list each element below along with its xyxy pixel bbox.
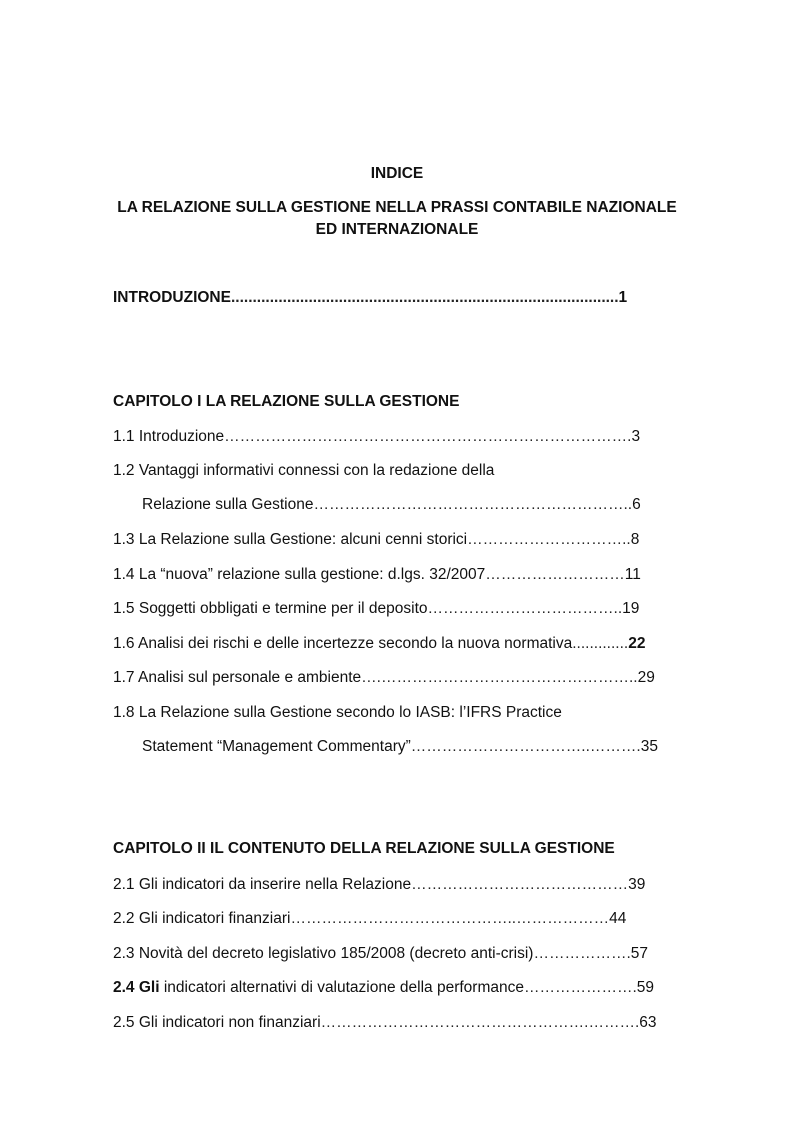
toc-entry-label: 1.2 Vantaggi informativi connessi con la redazione della [113,462,495,479]
toc-entry-2-1[interactable] [113,875,645,895]
toc-page-number: 6 [632,496,641,513]
document-title-line2: ED INTERNAZIONALE [315,221,479,238]
toc-page-number: 22 [628,635,646,652]
toc-entry-1-4[interactable] [113,565,641,585]
toc-leader-dots: .......................................................................................... [230,289,619,306]
toc-entry-1-1[interactable] [113,427,640,447]
toc-entry-1-8[interactable] [113,703,562,723]
toc-leader-dots: ............. [572,635,629,652]
toc-entry-label-bold: 2.4 Gli [113,979,160,996]
toc-entry-2-2[interactable] [113,909,626,929]
toc-entry-label: 1.8 La Relazione sulla Gestione secondo lo IASB: l’IFRS Practice [113,704,562,721]
toc-leader-dots: …………………. [523,979,637,996]
toc-entry-label: INTRODUZIONE [113,289,231,306]
toc-page-number: 44 [609,910,627,927]
toc-page-number: 59 [636,979,655,996]
toc-entry-label: 1.4 La “nuova” relazione sulla gestione: d.lgs. 32/2007 [113,566,486,583]
toc-entry-1-5[interactable] [113,599,639,619]
toc-leader-dots: …………………………………………………….. [313,496,633,513]
toc-page-number: 63 [639,1014,657,1031]
toc-leader-dots: ……………………… [485,566,625,583]
document-title [0,197,794,241]
toc-page-number: 8 [630,531,640,548]
toc-entry-label: 2.3 Novità del decreto legislativo 185/2008 (decreto anti-crisi) [113,945,534,962]
toc-entry-label: 1.6 Analisi dei rischi e delle incertezze secondo la nuova normativa [113,635,573,652]
toc-page-number: 35 [640,738,658,755]
toc-entry-label: indicatori alternativi di valutazione della performance [159,979,524,996]
toc-page-number: 57 [630,945,649,962]
toc-entry-label: 2.5 Gli indicatori non finanziari [113,1014,321,1031]
toc-page-number: 1 [618,289,628,306]
toc-entry-label: 2.1 Gli indicatori da inserire nella Relazione [113,876,412,893]
toc-entry-label: 1.7 Analisi sul personale e ambiente [113,669,362,686]
toc-leader-dots: …………………………………… [411,876,629,893]
index-heading: INDICE [370,165,424,182]
toc-leader-dots: ……………………………….. [427,600,623,617]
toc-leader-dots: ………………. [533,945,631,962]
toc-leader-dots: ……………………………..………. [410,738,641,755]
toc-page-number: 39 [628,876,646,893]
chapter-1-heading: CAPITOLO I LA RELAZIONE SULLA GESTIONE [113,393,460,410]
toc-page-number: 19 [622,600,640,617]
toc-entry-1-7[interactable] [113,668,655,688]
toc-entry-label: 1.3 La Relazione sulla Gestione: alcuni cenni storici [113,531,468,548]
toc-leader-dots: ……………………………………..……………… [290,910,610,927]
toc-page-number: 11 [624,566,641,583]
toc-entry-label: Relazione sulla Gestione [142,496,314,513]
toc-entry-1-3[interactable] [113,530,639,550]
toc-leader-dots: ………………………….. [467,531,631,548]
toc-entry-label: 1.1 Introduzione [113,428,225,445]
toc-entry-introduzione[interactable] [113,289,627,307]
toc-leader-dots: ……………………………………………………………………. [224,428,632,445]
toc-entry-label: 1.5 Soggetti obbligati e termine per il deposito [113,600,428,617]
chapter-2-heading: CAPITOLO II IL CONTENUTO DELLA RELAZIONE SULLA GESTIONE [113,840,615,857]
toc-entry-1-8-cont[interactable] [142,737,658,757]
toc-entry-2-3[interactable] [113,944,648,964]
toc-entry-2-4[interactable] [113,978,654,998]
toc-entry-1-2[interactable] [113,461,494,481]
toc-leader-dots: ….………………………………………….. [361,669,638,686]
toc-entry-label: Statement “Management Commentary” [142,738,411,755]
toc-page-number: 3 [631,428,641,445]
toc-leader-dots: …………………………………………….………. [320,1014,640,1031]
toc-entry-1-2-cont[interactable] [142,495,641,515]
document-title-line1: LA RELAZIONE SULLA GESTIONE NELLA PRASSI CONTABILE NAZIONALE [117,199,677,216]
toc-page-number: 29 [637,669,655,686]
toc-entry-1-6[interactable] [113,634,645,654]
toc-entry-2-5[interactable] [113,1013,657,1033]
toc-entry-label: 2.2 Gli indicatori finanziari [113,910,291,927]
